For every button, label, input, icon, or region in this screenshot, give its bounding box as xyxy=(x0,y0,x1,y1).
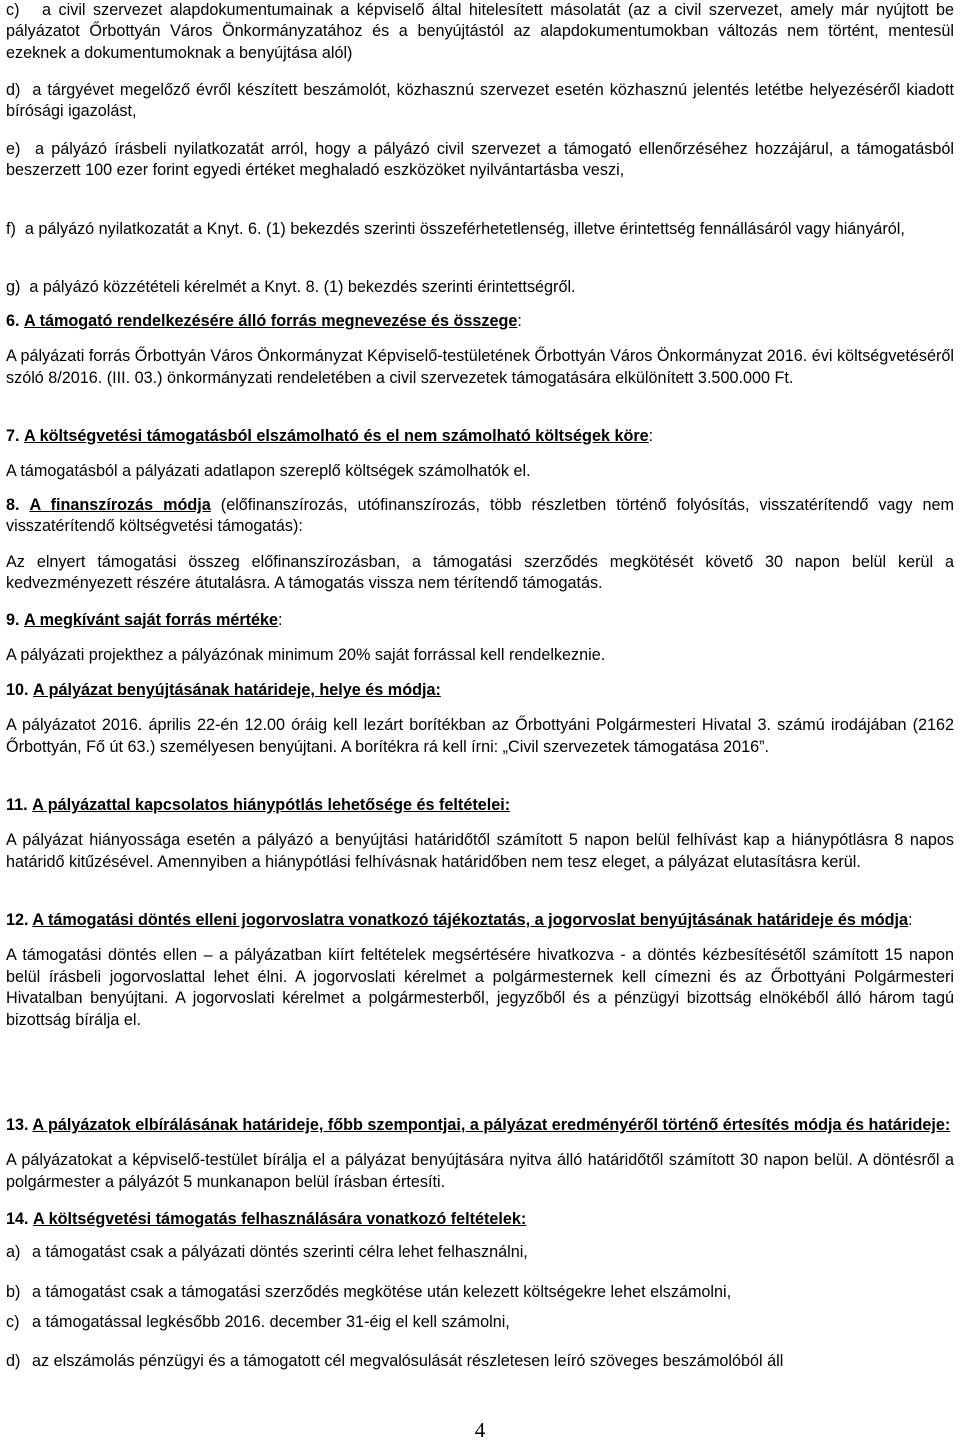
list-item-e: e) a pályázó írásbeli nyilatkozatát arról, hogy a pályázó civil szervezet a támogató ellenőrzéséhez hozzájárul, a támogatásból beszerzett 100 ezer forint egyedi értéket meghaladó eszközöket nyilvántartásba veszi, xyxy=(6,140,954,180)
list-item-c-bottom: c) a támogatással legkésőbb 2016. december 31-éig el kell számolni, xyxy=(6,1313,510,1331)
section-heading: 14. A költségvetési támogatás felhasználására vonatkozó feltételek: xyxy=(6,1210,527,1228)
section-14 xyxy=(6,1209,954,1230)
section-8 xyxy=(6,495,954,595)
section-body: A pályázatokat a képviselő-testület bírálja el a pályázat benyújtására nyitva álló határidőtől számított 30 napon belül. A döntésről a polgármester a pályázót 5 munkanapon belül írásban értesíti. xyxy=(6,1151,954,1191)
section-11 xyxy=(6,795,954,873)
section-body: A pályázati projekthez a pályázónak minimum 20% saját forrással kell rendelkeznie. xyxy=(6,646,606,665)
list-item-g: g) a pályázó közzétételi kérelmét a Knyt. 8. (1) bekezdés szerinti érintettségről. xyxy=(6,278,576,296)
page-number: 4 xyxy=(474,1418,486,1442)
section-heading: 12. A támogatási döntés elleni jogorvoslatra vonatkozó tájékoztatás, a jogorvoslat benyújtásának határideje és módja: xyxy=(6,911,913,929)
list-item-d: d) a tárgyévet megelőző évről készített beszámolót, közhasznú szervezet esetén közhasznú jelentés letétbe helyezéséről kiadott bírósági igazolást, xyxy=(6,81,954,121)
section-13 xyxy=(6,1115,954,1193)
section-9 xyxy=(6,610,954,667)
section-body: Az elnyert támogatási összeg előfinanszírozásban, a támogatási szerződés megkötését követő 30 napon belül kerül a kedvezményezett részére átutalásra. A támogatás vissza nem térítendő támogatás. xyxy=(6,552,954,593)
list-item-b: b) a támogatást csak a támogatási szerződés megkötése után kelezett költségekre lehet elszámolni, xyxy=(6,1283,732,1301)
section-body: A támogatásból a pályázati adatlapon szereplő költségek számolhatók el. xyxy=(6,462,531,481)
section-heading: 13. A pályázatok elbírálásának határideje, főbb szempontjai, a pályázat eredményéről történő értesítés módja és határideje: xyxy=(6,1116,951,1134)
section-heading: 10. A pályázat benyújtásának határideje, helye és módja: xyxy=(6,681,441,699)
section-body: A pályázat hiányossága esetén a pályázó a benyújtási határidőtől számított 5 napon belül felhívást kap a hiánypótlásra 8 napos határidő kitűzésével. Amennyiben a hiánypótlási felhívásnak határidőben nem tesz eleget, a pályázat elutasításra kerül. xyxy=(6,831,954,871)
section-heading: 8. A finanszírozás módja (előfinanszírozás, utófinanszírozás, több részletben történő folyósítás, visszatérítendő vagy nem visszatérítendő költségvetési támogatás): xyxy=(6,496,954,536)
list-item-d-bottom: d) az elszámolás pénzügyi és a támogatott cél megvalósulását részletesen leíró szöveges beszámolóból áll xyxy=(6,1352,784,1370)
section-12 xyxy=(6,910,954,1031)
section-7 xyxy=(6,426,954,483)
section-6 xyxy=(6,311,954,389)
section-body: A pályázati forrás Őrbottyán Város Önkormányzat Képviselő-testületének Őrbottyán Város Önkormányzat 2016. évi költségvetéséről szóló 8/2016. (III. 03.) önkormányzati rendeletében a civil szervezetek támogatására elkülönített 3.500.000 Ft. xyxy=(6,347,954,387)
section-heading: 9. A megkívánt saját forrás mértéke: xyxy=(6,611,283,629)
section-heading: 6. A támogató rendelkezésére álló forrás megnevezése és összege: xyxy=(6,312,522,330)
section-body: A pályázatot 2016. április 22-én 12.00 óráig kell lezárt borítékban az Őrbottyáni Polgármesteri Hivatal 3. számú irodájában (2162 Őrbottyán, Fő út 63.) személyesen benyújtani. A borítékra rá kell írni: „Civil szervezetek támogatása 2016”. xyxy=(6,716,954,756)
section-10 xyxy=(6,680,954,758)
list-item-text: c) a civil szervezet alapdokumentumainak a képviselő által hitelesített másolatát (az a civil szervezet, amely már nyújtott be pályázatot Őrbottyán Város Önkormányzatához és a benyújtástól az alapdokumentumokban változás nem történt, mentesül ezeknek a dokumentumoknak a benyújtása alól) xyxy=(6,1,954,62)
list-item-a: a) a támogatást csak a pályázati döntés szerinti célra lehet felhasználni, xyxy=(6,1243,528,1261)
section-heading: 11. A pályázattal kapcsolatos hiánypótlás lehetősége és feltételei: xyxy=(6,796,511,814)
list-item-c xyxy=(6,0,954,64)
list-item-f: f) a pályázó nyilatkozatát a Knyt. 6. (1) bekezdés szerinti összeférhetetlenség, illetve érintettség fennállásáról vagy hiányáról, xyxy=(6,220,905,238)
section-heading: 7. A költségvetési támogatásból elszámolható és el nem számolható költségek köre: xyxy=(6,427,654,445)
section-body: A támogatási döntés ellen – a pályázatban kiírt feltételek megsértésére hivatkozva - a döntés kézbesítésétől számított 15 napon belül írásbeli jogorvoslattal lehet élni. A jogorvoslati kérelmet a polgármesternek kell címezni és az Őrbottyáni Polgármesteri Hivatalban benyújtani. A jogorvoslati kérelmet a polgármesterből, jegyzőből és a pénzügyi bizottság elnökéből álló három tagú bizottság bírálja el. xyxy=(6,946,954,1029)
